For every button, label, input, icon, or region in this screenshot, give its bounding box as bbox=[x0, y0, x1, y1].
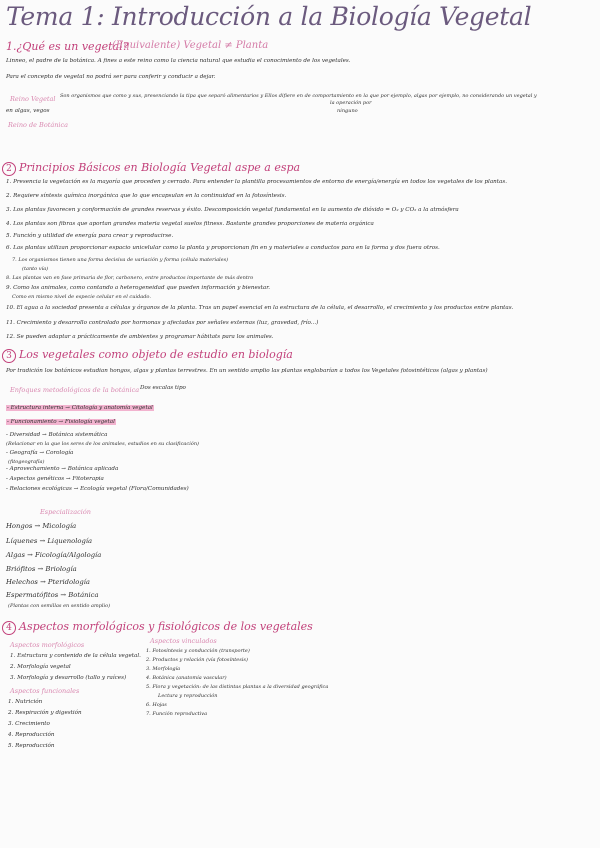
s3-item: - Diversidad → Botánica sistemática bbox=[6, 432, 108, 438]
s2-item: 7. Los organismos tienen una forma decisiva de variación y forma (célula materiales) bbox=[12, 257, 229, 263]
s3-spec-item: Briófitos → Briología bbox=[6, 565, 77, 573]
s3-item: (fitogeografía) bbox=[8, 459, 45, 465]
s3-enfoque-tail: Dos escalas tipo bbox=[140, 385, 186, 391]
page-title: Tema 1: Introducción a la Biología Vegetal bbox=[6, 2, 532, 31]
s3-item-highlight: - Estructura interna → Citología y anatomía vegetal bbox=[7, 405, 153, 411]
s1-label-reino-botanica: Reino de Botánica bbox=[8, 121, 69, 129]
section-4-heading bbox=[2, 620, 313, 635]
section-2-title: Principios Básicos en Biología Vegetal aspe a espa bbox=[19, 161, 301, 174]
s2-item: (tanto vía) bbox=[22, 266, 49, 272]
s2-item: 4. Los plantas son fibras que aportan grandes materia vegetal suelos fitness. Bastante grandes proporciones de materia orgánica bbox=[6, 221, 374, 227]
section-1-heading: 1.¿Qué es un vegetal? bbox=[6, 40, 129, 53]
s4-right-item: Lectura y reproducción bbox=[158, 693, 218, 699]
s1-label-text: Son organismos que como y sus, presenciando la tipa que separó alimentarios y Ellos difiere en de comportamiento en la que por ejemplo, algas por ejemplo, no considerando un vegetal y bbox=[60, 93, 537, 99]
s1-label-tail-2: ninguno bbox=[337, 108, 358, 114]
s3-item-highlight: - Funcionamiento → Fisiología vegetal bbox=[7, 419, 115, 425]
s4-left-subheading: Aspectos morfológicos bbox=[10, 641, 85, 649]
s4-right-item: 7. Función reproductiva bbox=[146, 711, 208, 717]
s3-spec-item: Líquenes → Liquenología bbox=[6, 537, 93, 545]
s4-left-subheading-2: Aspectos funcionales bbox=[10, 687, 80, 695]
section-2-heading bbox=[2, 161, 300, 176]
s3-item: - Aprovechamiento → Botánica aplicada bbox=[6, 466, 119, 472]
s3-spec-item: Espermatófitos → Botánica bbox=[6, 591, 99, 599]
s2-item: 2. Requiere síntesis química inorgánica que lo que encapsulan en la continuidad en la fotosíntesis. bbox=[6, 193, 287, 199]
s2-item: 12. Se pueden adaptar a prácticamente de ambientes y programar hábitats para los animales. bbox=[6, 334, 274, 340]
s2-item: 6. Las plantas utilizan proporcionar espacio unicelular como la planta y proporcionan fin en y materiales a conductos para en la forma y dos fuera otros. bbox=[6, 245, 440, 251]
s4-left-item-2: 4. Reproducción bbox=[8, 732, 55, 738]
section-4-title: Aspectos morfológicos y fisiológicos de los vegetales bbox=[19, 620, 313, 633]
section-4-number-icon: 4 bbox=[2, 621, 16, 635]
s3-spec-note: (Plantas con semillas en sentido amplio) bbox=[8, 603, 111, 609]
section-3-number-icon: 3 bbox=[2, 349, 16, 363]
s3-item: - Aspectos genéticos → Fitoterapia bbox=[6, 476, 104, 482]
s4-left-item-2: 5. Reproducción bbox=[8, 743, 55, 749]
s3-especializacion-label: Especialización bbox=[40, 508, 91, 516]
s4-right-item: 5. Flora y vegetación: de las distintas plantas a la diversidad geográfica bbox=[146, 684, 329, 690]
s3-spec-item: Algas → Ficología/Algología bbox=[6, 551, 102, 559]
s1-label-tail: la operación por bbox=[330, 100, 372, 106]
s4-right-item: 3. Morfología bbox=[146, 666, 181, 672]
s4-right-item: 2. Productos y relación (vía fotosíntesis) bbox=[146, 657, 248, 663]
s4-right-item: 4. Botánica (anatomía vascular) bbox=[146, 675, 227, 681]
s1-paragraph-2: Para el concepto de vegetal no podrá ser para conferir y conducir a dejar. bbox=[6, 74, 216, 80]
s3-item: - Relaciones ecológicas → Ecología vegetal (Flora/Comunidades) bbox=[6, 486, 189, 492]
s3-item bbox=[6, 405, 154, 411]
s3-intro: Por tradición los botánicos estudian hongos, algas y plantas terrestres. En un sentido amplio las plantas englobarían a todos los Vegetales fotosintéticos (algas y plantas) bbox=[6, 368, 488, 374]
s2-item: Como en mismo nivel de especie celular en el cuidado. bbox=[12, 294, 151, 300]
s1-label-reino-vegetal: Reino Vegetal bbox=[10, 95, 56, 103]
s3-item bbox=[6, 419, 116, 425]
s3-item: - Geografía → Corología bbox=[6, 450, 74, 456]
s4-left-item-2: 3. Crecimiento bbox=[8, 721, 50, 727]
s1-paragraph-1: Linneo, el padre de la botánica. A fines a este reino como la ciencia natural que estudia el conocimiento de los vegetales. bbox=[6, 58, 351, 64]
s4-left-item-2: 2. Respiración y digestión bbox=[8, 710, 82, 716]
s1-paragraph-3: en algas, vegos bbox=[6, 108, 50, 114]
s4-right-item: 1. Fotosíntesis y conducción (transporte) bbox=[146, 648, 250, 654]
s2-item: 8. Las plantas van en fase primaria de flor, carbonero, entre productos importante de más dentro bbox=[6, 275, 254, 281]
s3-spec-item: Hongos → Micología bbox=[6, 522, 77, 530]
s4-left-item: 1. Estructura y contenido de la célula vegetal. bbox=[10, 653, 141, 659]
s2-item: 1. Presencia la vegetación es la mayoría que proceden y cerrado. Para entender la plantilla procesamientos de entorno de energía/energía en todos los vegetales de los plantas. bbox=[6, 179, 507, 185]
s2-item: 11. Crecimiento y desarrollo controlado por hormonas y afectadas por señales externas (luz, gravedad, frío...) bbox=[6, 320, 319, 326]
s4-left-item: 3. Morfología y desarrollo (tallo y raíces) bbox=[10, 675, 127, 681]
s3-enfoque-label: Enfoques metodológicos de la botánica bbox=[10, 386, 140, 394]
s4-left-item: 2. Morfología vegetal bbox=[10, 664, 71, 670]
s2-item: 3. Los plantas favorecen y conformación de grandes reservas y éxito. Descomposición vegetal fundamental en la aumento de dióxido = O₂ y CO₂ a la atmósfera bbox=[6, 207, 459, 213]
s3-spec-item: Helechos → Pteridología bbox=[6, 578, 90, 586]
section-2-number-icon: 2 bbox=[2, 162, 16, 176]
s4-right-item: 6. Hojas bbox=[146, 702, 167, 708]
section-1-aside: (Equivalente) Vegetal ≠ Planta bbox=[112, 40, 269, 51]
section-3-heading bbox=[2, 348, 293, 363]
s4-right-subheading: Aspectos vinculados bbox=[150, 637, 217, 645]
s2-item: 10. El agua a la sociedad presenta a células y órganos de la planta. Tras un papel esencial en la estructura de la célula, el desarrollo, el crecimiento y los productos entre plantas. bbox=[6, 305, 514, 311]
section-3-title: Los vegetales como objeto de estudio en biología bbox=[19, 348, 293, 361]
s2-item: 5. Función y utilidad de energía para crear y reproducirse. bbox=[6, 233, 174, 239]
s2-item: 9. Como los animales, como contando a heterogeneidad que pueden información y bienestar. bbox=[6, 285, 271, 291]
s4-left-item-2: 1. Nutrición bbox=[8, 699, 43, 705]
s3-item: (Relacionar en la que los seres de los animales, estudios en su clasificación) bbox=[6, 441, 199, 447]
